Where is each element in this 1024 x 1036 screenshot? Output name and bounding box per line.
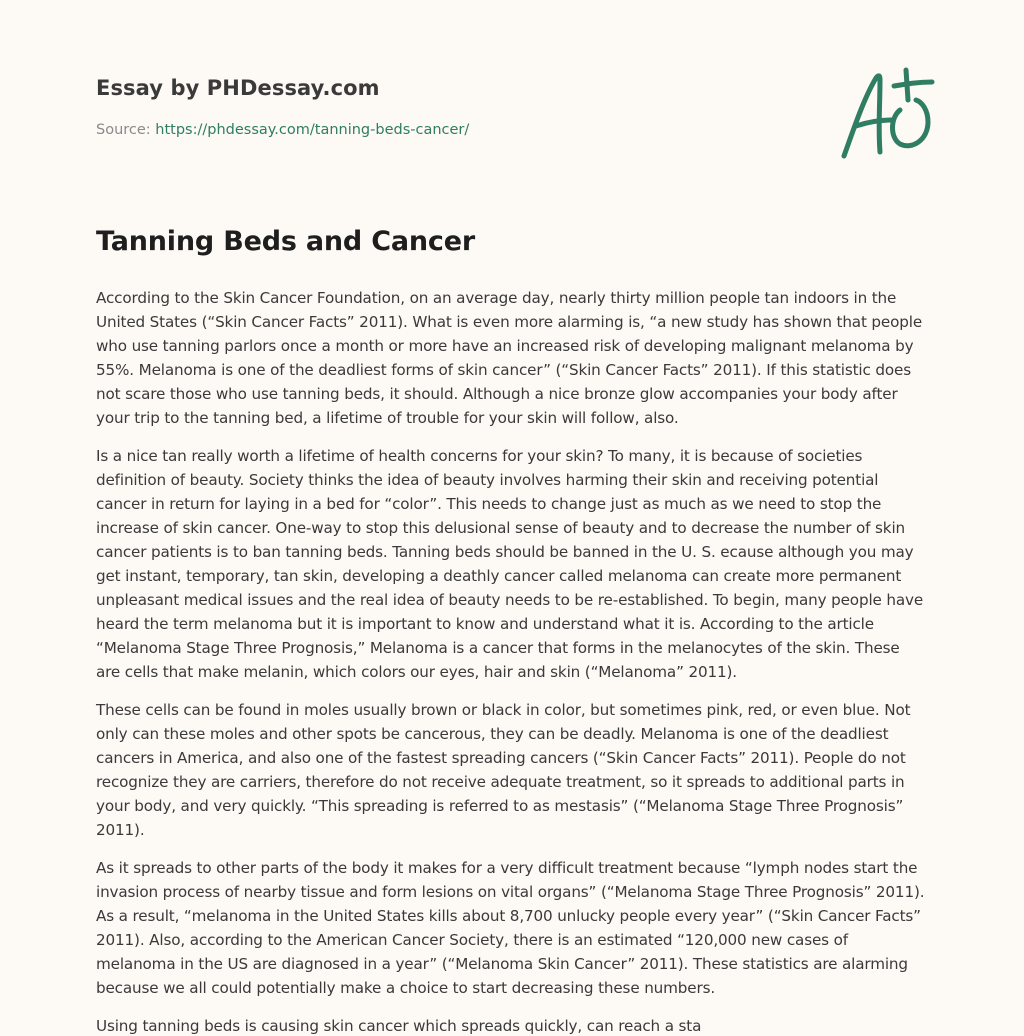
essay-paragraph: Using tanning beds is causing skin cancer which spreads quickly, can reach a sta: [96, 1017, 702, 1035]
a-plus-logo-icon: [836, 66, 936, 162]
essay-paragraph: As it spreads to other parts of the body it makes for a very difficult treatment because “lymph nodes start the invasion process of nearby tissue and form lesions on vital organs” (“Melanoma Stage Three Prognosis” 2011). As a result, “melanoma in the United States kills about 8,700 unlucky people every year” (“Skin Cancer Facts” 2011). Also, according to the American Cancer Society, there is an estimated “120,000 new cases of melanoma in the US are diagnosed in a year” (“Melanoma Skin Cancer” 2011). These statistics are alarming because we all could potentially make a choice to start decreasing these numbers.: [96, 859, 925, 997]
essay-paragraph: According to the Skin Cancer Foundation, on an average day, nearly thirty million people tan indoors in the United States (“Skin Cancer Facts” 2011). What is even more alarming is, “a new study has shown that people who use tanning parlors once a month or more have an increased risk of developing malignant melanoma by 55%. Melanoma is one of the deadliest forms of skin cancer” (“Skin Cancer Facts” 2011). If this statistic does not scare those who use tanning beds, it should. Although a nice bronze glow accompanies your body after your trip to the tanning bed, a lifetime of trouble for your skin will follow, also.: [96, 289, 923, 427]
essay-title: Tanning Beds and Cancer: [96, 226, 475, 257]
brand-title: Essay by PHDessay.com: [96, 76, 380, 100]
essay-body: [96, 286, 928, 1036]
source-link[interactable]: https://phdessay.com/tanning-beds-cancer/: [155, 122, 470, 138]
essay-paragraph: These cells can be found in moles usually brown or black in color, but sometimes pink, red, or even blue. Not only can these moles and other spots be cancerous, they can be deadly. Melanoma is one of the deadliest cancers in America, and also one of the fastest spreading cancers (“Skin Cancer Facts” 2011). People do not recognize they are carriers, therefore do not receive adequate treatment, so it spreads to additional parts in your body, and very quickly. “This spreading is referred to as mestasis” (“Melanoma Stage Three Prognosis” 2011).: [96, 701, 911, 839]
source-line: [96, 122, 936, 138]
essay-paragraph: Is a nice tan really worth a lifetime of health concerns for your skin? To many, it is because of societies definition of beauty. Society thinks the idea of beauty involves harming their skin and receiving potential cancer in return for laying in a bed for “color”. This needs to change just as much as we need to stop the increase of skin cancer. One-way to stop this delusional sense of beauty and to decrease the number of skin cancer patients is to ban tanning beds. Tanning beds should be banned in the U. S. ecause although you may get instant, temporary, tan skin, developing a deathly cancer called melanoma can create more permanent unpleasant medical issues and the real idea of beauty needs to be re-established. To begin, many people have heard the term melanoma but it is important to know and understand what it is. According to the article “Melanoma Stage Three Prognosis,” Melanoma is a cancer that forms in the melanocytes of the skin. These are cells that make melanin, which colors our eyes, hair and skin (“Melanoma” 2011).: [96, 447, 924, 681]
source-label: Source:: [96, 122, 156, 138]
page-header: [96, 72, 936, 172]
